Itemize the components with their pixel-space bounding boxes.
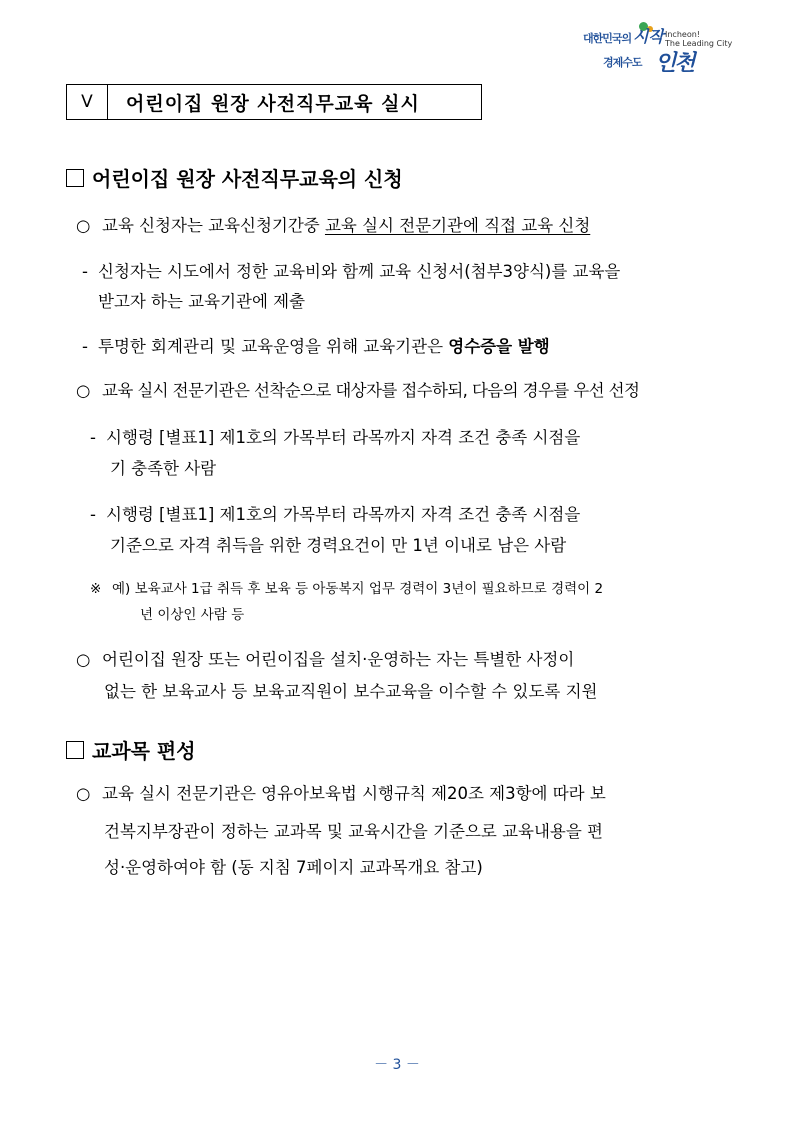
block1-item2: ○ 교육 실시 전문기관은 선착순으로 대상자를 접수하되, 다음의 경우를 우선 선정 [76, 381, 640, 400]
section-number: Ⅴ [67, 85, 108, 119]
square-bullet-icon [66, 741, 84, 759]
block1-note-line2: 년 이상인 사람 등 [140, 607, 245, 623]
logo-slogan-line2: 경제수도 [603, 56, 642, 69]
square-bullet-icon [66, 169, 84, 187]
block1-heading: 어린이집 원장 사전직무교육의 신청 [66, 163, 403, 192]
logo-city: 인천 [655, 51, 694, 76]
block1-dash2: - 투명한 회계관리 및 교육운영을 위해 교육기관은 영수증을 발행 [82, 337, 550, 356]
block1-item1: ○ 교육 신청자는 교육신청기간중 교육 실시 전문기관에 직접 교육 신청 [76, 216, 591, 235]
block1-dash1-line1: - 신청자는 시도에서 정한 교육비와 함께 교육 신청서(첨부3양식)를 교육을 [82, 262, 621, 281]
block2-item1-line3: 성·운영하여야 함 (동 지침 7페이지 교과목개요 참고) [104, 858, 483, 877]
block2-item1-line1: ○ 교육 실시 전문기관은 영유아보육법 시행규칙 제20조 제3항에 따라 보 [76, 784, 606, 803]
block1-dash4-line2: 기준으로 자격 취득을 위한 경력요건이 만 1년 이내로 남은 사람 [110, 536, 567, 555]
logo-slogan-line1: 대한민국의 [583, 32, 632, 45]
block1-dash4-line1: - 시행령 [별표1] 제1호의 가목부터 라목까지 자격 조건 충족 시점을 [90, 505, 581, 524]
logo-brand: 시작 [633, 27, 664, 46]
incheon-logo [583, 22, 733, 74]
block2-heading: 교과목 편성 [66, 735, 196, 764]
block2-item1-line2: 건복지부장관이 정하는 교과목 및 교육시간을 기준으로 교육내용을 편 [104, 822, 603, 841]
section-title: 어린이집 원장 사전직무교육 실시 [126, 92, 420, 115]
section-header [66, 84, 482, 120]
block1-note-line1: ※ 예) 보육교사 1급 취득 후 보육 등 아동복지 업무 경력이 3년이 필요하므로 경력이 2 [90, 581, 604, 597]
underlined-text: 교육 실시 전문기관에 직접 교육 신청 [324, 216, 591, 235]
block1-dash3-line1: - 시행령 [별표1] 제1호의 가목부터 라목까지 자격 조건 충족 시점을 [90, 428, 581, 447]
logo-english: Incheon! The Leading City [665, 30, 733, 48]
block1-dash3-line2: 기 충족한 사람 [110, 459, 217, 478]
block1-item3-line2: 없는 한 보육교사 등 보육교직원이 보수교육을 이수할 수 있도록 지원 [104, 682, 598, 701]
block1-dash1-line2: 받고자 하는 교육기관에 제출 [98, 292, 306, 311]
bold-text: 영수증을 발행 [448, 337, 550, 356]
circle-bullet: ○ [76, 216, 91, 235]
page-number: － 3 － [374, 1057, 420, 1073]
block1-item3-line1: ○ 어린이집 원장 또는 어린이집을 설치·운영하는 자는 특별한 사정이 [76, 650, 575, 669]
